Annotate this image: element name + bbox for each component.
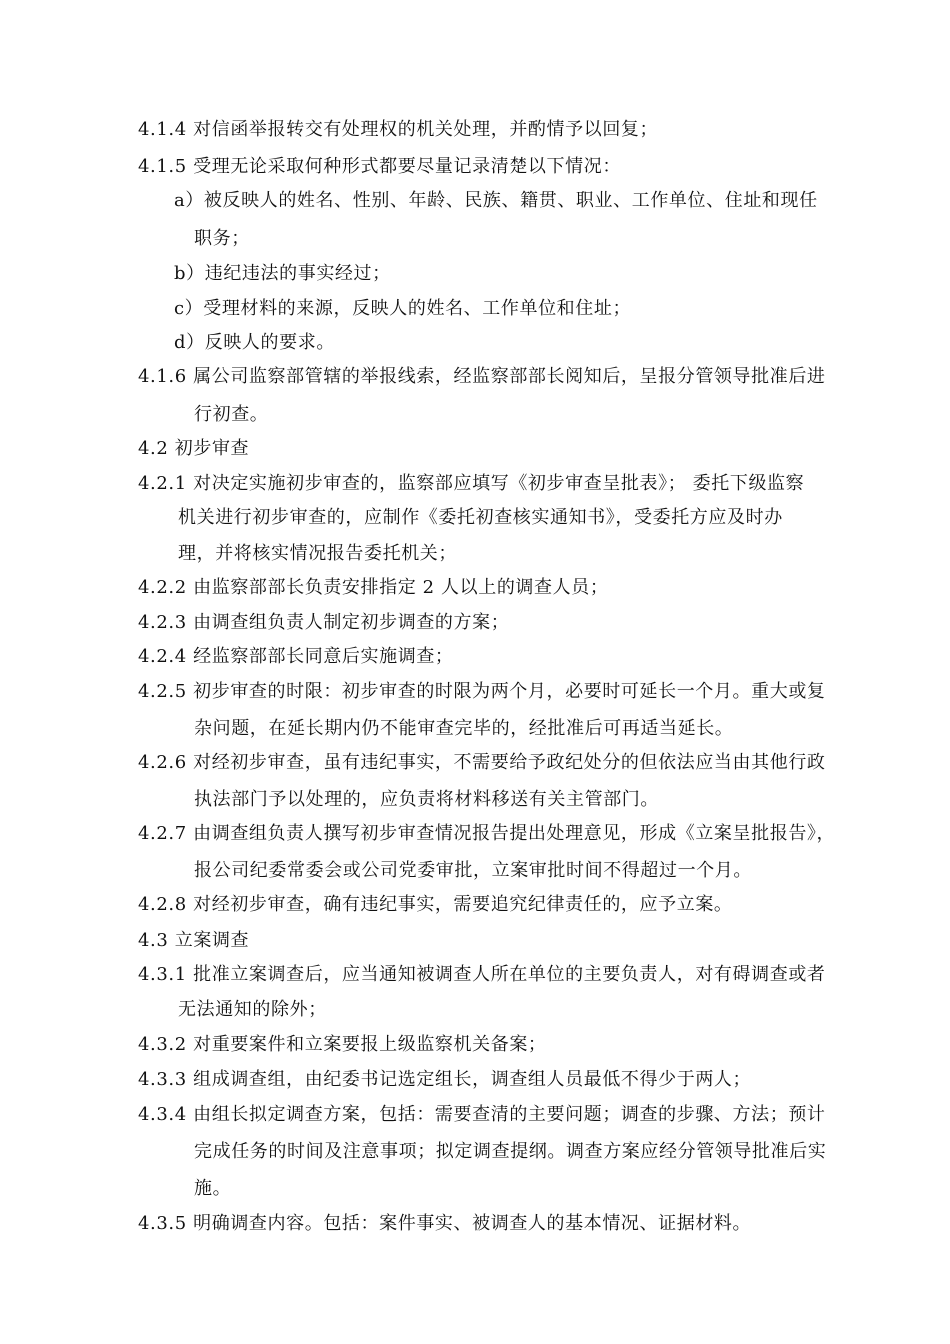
item-a-cont: 职务； [194, 228, 250, 249]
clause-4-2-1-cont-1: 机关进行初步审查的，应制作《委托初查核实通知书》，受委托方应及时办 [178, 507, 783, 528]
clause-4-3-4-cont-1: 完成任务的时间及注意事项；拟定调查提纲。调查方案应经分管领导批准后实 [194, 1141, 827, 1162]
clause-4-2-7: 4.2.7 由调查组负责人撰写初步审查情况报告提出处理意见，形成《立案呈批报告》， [138, 823, 836, 844]
item-b: b）违纪违法的事实经过； [174, 263, 391, 284]
clause-4-2-1-cont-2: 理，并将核实情况报告委托机关； [178, 543, 457, 564]
section-4-2-heading: 4.2 初步审查 [138, 438, 250, 459]
clause-4-2-4: 4.2.4 经监察部部长同意后实施调查； [138, 646, 454, 667]
clause-4-1-6: 4.1.6 属公司监察部管辖的举报线索，经监察部部长阅知后，呈报分管领导批准后进 [138, 366, 826, 387]
clause-4-2-1: 4.2.1 对决定实施初步审查的，监察部应填写《初步审查呈批表》； 委托下级监察 [138, 473, 805, 494]
clause-4-2-3: 4.2.3 由调查组负责人制定初步调查的方案； [138, 612, 510, 633]
clause-4-2-5: 4.2.5 初步审查的时限：初步审查的时限为两个月，必要时可延长一个月。重大或复 [138, 681, 826, 702]
item-a: a）被反映人的姓名、性别、年龄、民族、籍贯、职业、工作单位、住址和现任 [174, 190, 818, 211]
clause-4-3-1-cont: 无法通知的除外； [178, 999, 327, 1020]
clause-4-2-7-cont: 报公司纪委常委会或公司党委审批，立案审批时间不得超过一个月。 [194, 860, 752, 881]
clause-4-1-4: 4.1.4 对信函举报转交有处理权的机关处理，并酌情予以回复； [138, 119, 659, 140]
clause-4-2-8: 4.2.8 对经初步审查，确有违纪事实，需要追究纪律责任的，应予立案。 [138, 894, 733, 915]
clause-4-3-4-cont-2: 施。 [194, 1178, 232, 1199]
clause-4-1-6-cont: 行初查。 [194, 404, 269, 425]
section-4-3-heading: 4.3 立案调查 [138, 930, 250, 951]
clause-4-2-6-cont: 执法部门予以处理的，应负责将材料移送有关主管部门。 [194, 789, 659, 810]
clause-4-2-5-cont: 杂问题，在延长期内仍不能审查完毕的，经批准后可再适当延长。 [194, 718, 734, 739]
clause-4-3-5: 4.3.5 明确调查内容。包括：案件事实、被调查人的基本情况、证据材料。 [138, 1213, 752, 1234]
clause-4-2-6: 4.2.6 对经初步审查，虽有违纪事实，不需要给予政纪处分的但依法应当由其他行政 [138, 752, 826, 773]
clause-4-2-2: 4.2.2 由监察部部长负责安排指定 2 人以上的调查人员； [138, 577, 609, 598]
item-c: c）受理材料的来源，反映人的姓名、工作单位和住址； [174, 298, 632, 319]
clause-4-3-3: 4.3.3 组成调查组，由纪委书记选定组长，调查组人员最低不得少于两人； [138, 1069, 752, 1090]
clause-4-3-1: 4.3.1 批准立案调查后，应当通知被调查人所在单位的主要负责人，对有碍调查或者 [138, 964, 826, 985]
clause-4-3-2: 4.3.2 对重要案件和立案要报上级监察机关备案； [138, 1034, 547, 1055]
clause-4-1-5: 4.1.5 受理无论采取何种形式都要尽量记录清楚以下情况： [138, 156, 621, 177]
clause-4-3-4: 4.3.4 由组长拟定调查方案，包括：需要查清的主要问题；调查的步骤、方法；预计 [138, 1104, 826, 1125]
item-d: d）反映人的要求。 [174, 332, 335, 353]
